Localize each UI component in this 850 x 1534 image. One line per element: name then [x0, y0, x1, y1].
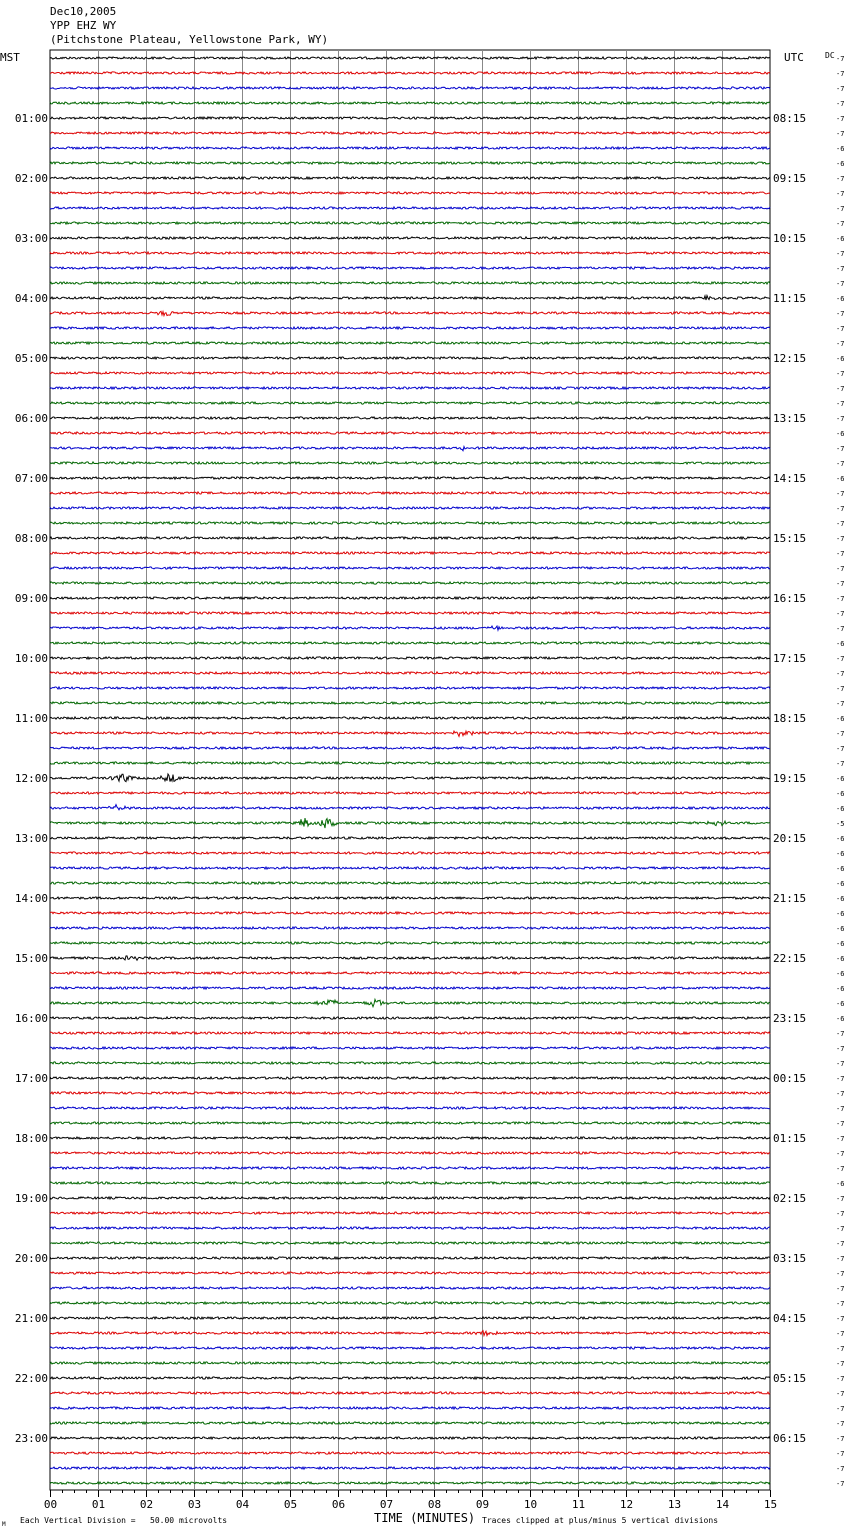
- right-hour-label: 04:15: [773, 1312, 807, 1325]
- x-tick-label: 10: [523, 1498, 538, 1511]
- trace-59: [50, 942, 770, 944]
- dc-offset-label: -7: [836, 190, 845, 198]
- trace-47: [50, 762, 770, 764]
- trace-61: [50, 972, 770, 974]
- trace-62: [50, 987, 770, 989]
- trace-10: [50, 207, 770, 209]
- trace-15: [50, 282, 770, 284]
- left-hour-label: 01:00: [14, 112, 48, 125]
- trace-56: [50, 897, 770, 899]
- trace-1: [50, 72, 770, 74]
- dc-offset-label: -7: [836, 760, 845, 768]
- left-hour-label: 15:00: [14, 952, 48, 965]
- dc-offset-label: -6: [836, 895, 845, 903]
- dc-offset-label: -6: [836, 790, 845, 798]
- dc-offset-label: -7: [836, 310, 845, 318]
- x-tick-label: 07: [379, 1498, 394, 1511]
- trace-18: [50, 327, 770, 329]
- trace-84: [50, 1317, 770, 1319]
- dc-offset-label: -6: [836, 940, 845, 948]
- left-hour-label: 16:00: [14, 1012, 48, 1025]
- station-location: (Pitchstone Plateau, Yellowstone Park, WY): [50, 33, 329, 46]
- trace-8: [50, 177, 770, 179]
- dc-offset-label: -7: [836, 655, 845, 663]
- dc-offset-label: -7: [836, 1165, 845, 1173]
- dc-offset-label: -7: [836, 1345, 845, 1353]
- trace-37: [50, 612, 770, 614]
- trace-20: [50, 357, 770, 359]
- dc-offset-label: -7: [836, 550, 845, 558]
- trace-31: [50, 522, 770, 524]
- right-hour-label: 01:15: [773, 1132, 807, 1145]
- dc-offset-label: -6: [836, 835, 845, 843]
- x-tick-label: 03: [187, 1498, 202, 1511]
- dc-offset-label: -7: [836, 205, 845, 213]
- dc-offset-label: -6: [836, 295, 845, 303]
- dc-offset-label: -7: [836, 415, 845, 423]
- trace-82: [50, 1287, 770, 1289]
- trace-81: [50, 1272, 770, 1274]
- dc-offset-label: -6: [836, 355, 845, 363]
- left-hour-label: 10:00: [14, 652, 48, 665]
- trace-17: [50, 311, 770, 315]
- dc-offset-label: -7: [836, 1195, 845, 1203]
- left-hour-label: 20:00: [14, 1252, 48, 1265]
- dc-offset-label: -6: [836, 925, 845, 933]
- trace-11: [50, 222, 770, 224]
- trace-35: [50, 582, 770, 584]
- dc-offset-label: -7: [836, 1360, 845, 1368]
- dc-offset-label: -6: [836, 430, 845, 438]
- dc-offset-label: -7: [836, 370, 845, 378]
- left-hour-label: 06:00: [14, 412, 48, 425]
- scale-note: Each Vertical Division = 50.00 microvolts: [20, 1516, 228, 1525]
- left-hour-label: 12:00: [14, 772, 48, 785]
- dc-offset-label: -7: [836, 385, 845, 393]
- dc-offset-label: -7: [836, 1300, 845, 1308]
- trace-36: [50, 597, 770, 599]
- left-hour-label: 23:00: [14, 1432, 48, 1445]
- trace-2: [50, 87, 770, 89]
- dc-offset-label: -7: [836, 55, 845, 63]
- right-hour-label: 19:15: [773, 772, 807, 785]
- dc-offset-label: -7: [836, 1255, 845, 1263]
- trace-75: [50, 1182, 770, 1184]
- trace-53: [50, 852, 770, 854]
- trace-93: [50, 1452, 770, 1454]
- dc-offset-label: -7: [836, 220, 845, 228]
- trace-77: [50, 1212, 770, 1214]
- right-hour-label: 14:15: [773, 472, 807, 485]
- dc-offset-label: -7: [836, 490, 845, 498]
- dc-offset-label: -7: [836, 1375, 845, 1383]
- trace-19: [50, 342, 770, 344]
- dc-offset-label: -7: [836, 1150, 845, 1158]
- trace-66: [50, 1047, 770, 1049]
- dc-offset-label: -6: [836, 985, 845, 993]
- right-timezone-label: UTC: [784, 51, 804, 64]
- dc-offset-label: -7: [836, 1225, 845, 1233]
- trace-30: [50, 507, 770, 509]
- dc-offset-label: -7: [836, 325, 845, 333]
- trace-74: [50, 1167, 770, 1169]
- left-hour-label: 11:00: [14, 712, 48, 725]
- plot-date: Dec10,2005: [50, 5, 117, 18]
- left-hour-label: 18:00: [14, 1132, 48, 1145]
- trace-83: [50, 1302, 770, 1304]
- left-hour-label: 19:00: [14, 1192, 48, 1205]
- trace-54: [50, 867, 770, 869]
- left-hour-label: 05:00: [14, 352, 48, 365]
- right-hour-label: 18:15: [773, 712, 807, 725]
- left-hour-label: 13:00: [14, 832, 48, 845]
- trace-49: [50, 792, 770, 794]
- trace-32: [50, 537, 770, 539]
- trace-41: [50, 672, 770, 674]
- trace-16: [50, 296, 770, 300]
- trace-51: [50, 818, 770, 828]
- dc-offset-label: -6: [836, 160, 845, 168]
- corner-mark: M: [2, 1521, 6, 1528]
- trace-85: [50, 1331, 770, 1336]
- trace-58: [50, 927, 770, 929]
- x-tick-label: 09: [475, 1498, 490, 1511]
- dc-offset-label: -6: [836, 235, 845, 243]
- dc-offset-label: -7: [836, 1390, 845, 1398]
- dc-offset-label: -6: [836, 1180, 845, 1188]
- dc-offset-label: -7: [836, 280, 845, 288]
- trace-27: [50, 462, 770, 464]
- dc-offset-label: -7: [836, 130, 845, 138]
- dc-offset-label: -7: [836, 1240, 845, 1248]
- trace-23: [50, 402, 770, 404]
- dc-offset-label: -7: [836, 1450, 845, 1458]
- dc-offset-label: -7: [836, 1135, 845, 1143]
- x-tick-label: 06: [331, 1498, 346, 1511]
- trace-79: [50, 1242, 770, 1244]
- x-tick-label: 14: [715, 1498, 730, 1511]
- dc-offset-label: -7: [836, 1105, 845, 1113]
- right-hour-label: 23:15: [773, 1012, 807, 1025]
- trace-26: [50, 447, 770, 451]
- dc-offset-label: -7: [836, 1420, 845, 1428]
- dc-offset-label: -7: [836, 1315, 845, 1323]
- trace-92: [50, 1437, 770, 1439]
- trace-55: [50, 882, 770, 884]
- dc-offset-label: -7: [836, 1060, 845, 1068]
- trace-44: [50, 717, 770, 719]
- x-tick-label: 13: [667, 1498, 682, 1511]
- x-tick-label: 02: [139, 1498, 154, 1511]
- right-hour-label: 10:15: [773, 232, 807, 245]
- trace-67: [50, 1062, 770, 1064]
- dc-offset-label: -7: [836, 460, 845, 468]
- right-hour-label: 00:15: [773, 1072, 807, 1085]
- left-hour-label: 03:00: [14, 232, 48, 245]
- dc-offset-label: -7: [836, 595, 845, 603]
- dc-offset-label: -7: [836, 85, 845, 93]
- trace-80: [50, 1257, 770, 1259]
- x-tick-label: 08: [427, 1498, 442, 1511]
- trace-60: [50, 956, 770, 960]
- dc-offset-label: -7: [836, 1075, 845, 1083]
- trace-7: [50, 162, 770, 164]
- trace-13: [50, 252, 770, 254]
- trace-64: [50, 1017, 770, 1019]
- left-hour-label: 04:00: [14, 292, 48, 305]
- dc-offset-label: -7: [836, 505, 845, 513]
- trace-48: [50, 774, 770, 782]
- trace-57: [50, 912, 770, 914]
- dc-offset-label: -6: [836, 145, 845, 153]
- trace-50: [50, 805, 770, 810]
- dc-offset-label: -7: [836, 700, 845, 708]
- right-hour-label: 17:15: [773, 652, 807, 665]
- dc-offset-label: -6: [836, 640, 845, 648]
- trace-76: [50, 1197, 770, 1199]
- trace-0: [50, 57, 770, 59]
- trace-21: [50, 372, 770, 374]
- dc-offset-label: -7: [836, 250, 845, 258]
- trace-94: [50, 1467, 770, 1469]
- trace-28: [50, 477, 770, 479]
- dc-offset-label: -6: [836, 475, 845, 483]
- dc-offset-label: -6: [836, 850, 845, 858]
- trace-88: [50, 1377, 770, 1379]
- trace-43: [50, 702, 770, 704]
- dc-offset-label: -6: [836, 970, 845, 978]
- trace-39: [50, 642, 770, 644]
- x-tick-label: 04: [235, 1498, 250, 1511]
- dc-offset-label: -6: [836, 910, 845, 918]
- x-tick-label: 11: [571, 1498, 586, 1511]
- left-hour-label: 08:00: [14, 532, 48, 545]
- trace-45: [50, 731, 770, 736]
- dc-label: DC: [825, 51, 835, 60]
- trace-78: [50, 1227, 770, 1229]
- trace-33: [50, 552, 770, 554]
- right-hour-label: 20:15: [773, 832, 807, 845]
- trace-52: [50, 837, 770, 839]
- right-hour-label: 03:15: [773, 1252, 807, 1265]
- dc-offset-label: -7: [836, 535, 845, 543]
- x-tick-label: 15: [763, 1498, 778, 1511]
- right-hour-label: 06:15: [773, 1432, 807, 1445]
- right-hour-label: 21:15: [773, 892, 807, 905]
- x-tick-label: 01: [91, 1498, 106, 1511]
- clip-note: Traces clipped at plus/minus 5 vertical divisions: [482, 1516, 719, 1525]
- dc-offset-label: -7: [836, 610, 845, 618]
- dc-offset-label: -6: [836, 955, 845, 963]
- dc-offset-label: -7: [836, 1465, 845, 1473]
- dc-offset-label: -7: [836, 70, 845, 78]
- trace-29: [50, 492, 770, 494]
- right-hour-label: 16:15: [773, 592, 807, 605]
- dc-offset-label: -7: [836, 265, 845, 273]
- trace-3: [50, 102, 770, 104]
- trace-65: [50, 1032, 770, 1034]
- dc-offset-label: -5: [836, 820, 845, 828]
- dc-offset-label: -7: [836, 1480, 845, 1488]
- x-tick-label: 12: [619, 1498, 634, 1511]
- trace-12: [50, 237, 770, 239]
- trace-87: [50, 1362, 770, 1364]
- trace-86: [50, 1347, 770, 1349]
- trace-68: [50, 1077, 770, 1079]
- dc-offset-label: -7: [836, 340, 845, 348]
- dc-offset-label: -7: [836, 625, 845, 633]
- dc-offset-label: -7: [836, 1210, 845, 1218]
- dc-offset-label: -7: [836, 1120, 845, 1128]
- left-hour-label: 14:00: [14, 892, 48, 905]
- trace-91: [50, 1422, 770, 1424]
- dc-offset-label: -6: [836, 1000, 845, 1008]
- trace-42: [50, 687, 770, 689]
- plot-frame: [50, 50, 770, 1490]
- trace-46: [50, 747, 770, 749]
- dc-offset-label: -7: [836, 400, 845, 408]
- trace-72: [50, 1137, 770, 1139]
- trace-6: [50, 147, 770, 149]
- dc-offset-label: -7: [836, 115, 845, 123]
- grid: [50, 50, 771, 1497]
- trace-5: [50, 132, 770, 134]
- trace-14: [50, 267, 770, 269]
- right-hour-label: 02:15: [773, 1192, 807, 1205]
- dc-offset-label: -7: [836, 670, 845, 678]
- right-hour-label: 15:15: [773, 532, 807, 545]
- dc-offset-label: -7: [836, 1435, 845, 1443]
- dc-offset-label: -7: [836, 1405, 845, 1413]
- trace-71: [50, 1122, 770, 1124]
- dc-offset-label: -7: [836, 745, 845, 753]
- right-hour-label: 12:15: [773, 352, 807, 365]
- labels: [0, 51, 844, 1528]
- trace-90: [50, 1407, 770, 1409]
- trace-24: [50, 417, 770, 419]
- trace-69: [50, 1092, 770, 1094]
- left-hour-label: 02:00: [14, 172, 48, 185]
- dc-offset-label: -7: [836, 520, 845, 528]
- right-hour-label: 13:15: [773, 412, 807, 425]
- traces: [50, 57, 770, 1484]
- x-tick-label: 00: [43, 1498, 58, 1511]
- trace-25: [50, 432, 770, 434]
- dc-offset-label: -7: [836, 1330, 845, 1338]
- right-hour-label: 11:15: [773, 292, 807, 305]
- dc-offset-label: -7: [836, 1285, 845, 1293]
- x-axis-title: TIME (MINUTES): [374, 1511, 476, 1525]
- trace-73: [50, 1152, 770, 1154]
- dc-offset-label: -7: [836, 685, 845, 693]
- trace-70: [50, 1107, 770, 1109]
- dc-offset-label: -6: [836, 1015, 845, 1023]
- trace-95: [50, 1482, 770, 1484]
- dc-offset-label: -7: [836, 565, 845, 573]
- right-hour-label: 05:15: [773, 1372, 807, 1385]
- right-hour-label: 22:15: [773, 952, 807, 965]
- left-hour-label: 07:00: [14, 472, 48, 485]
- dc-offset-label: -7: [836, 1030, 845, 1038]
- left-hour-label: 21:00: [14, 1312, 48, 1325]
- dc-offset-label: -7: [836, 1090, 845, 1098]
- dc-offset-label: -6: [836, 715, 845, 723]
- dc-offset-label: -7: [836, 730, 845, 738]
- trace-38: [50, 626, 770, 630]
- dc-offset-label: -6: [836, 865, 845, 873]
- left-hour-label: 22:00: [14, 1372, 48, 1385]
- trace-9: [50, 192, 770, 194]
- dc-offset-label: -7: [836, 100, 845, 108]
- trace-34: [50, 567, 770, 569]
- dc-offset-label: -6: [836, 775, 845, 783]
- trace-4: [50, 117, 770, 119]
- trace-22: [50, 387, 770, 389]
- dc-offset-label: -6: [836, 880, 845, 888]
- dc-offset-label: -7: [836, 1045, 845, 1053]
- left-hour-label: 09:00: [14, 592, 48, 605]
- station-code: YPP EHZ WY: [50, 19, 117, 32]
- dc-offset-label: -7: [836, 580, 845, 588]
- dc-offset-label: -7: [836, 175, 845, 183]
- dc-offset-label: -6: [836, 805, 845, 813]
- left-timezone-label: MST: [0, 51, 20, 64]
- right-hour-label: 08:15: [773, 112, 807, 125]
- trace-63: [50, 999, 770, 1006]
- dc-offset-label: -7: [836, 1270, 845, 1278]
- dc-offset-label: -7: [836, 445, 845, 453]
- left-hour-label: 17:00: [14, 1072, 48, 1085]
- trace-89: [50, 1392, 770, 1394]
- x-tick-label: 05: [283, 1498, 298, 1511]
- trace-40: [50, 657, 770, 659]
- right-hour-label: 09:15: [773, 172, 807, 185]
